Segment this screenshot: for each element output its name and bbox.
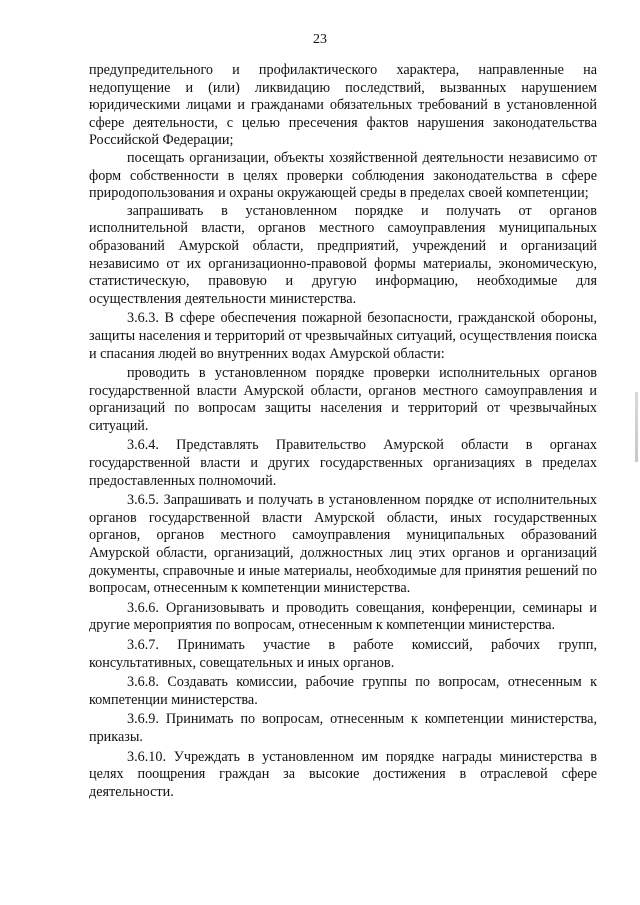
scan-edge-mark [635, 392, 638, 462]
paragraph-3-6-10: 3.6.10. Учреждать в установленном им порядке награды министерства в целях поощрения граждан за высокие достижения в отраслевой сфере деятельности. [89, 748, 597, 800]
paragraph-3-6-9: 3.6.9. Принимать по вопросам, отнесенным к компетенции министерства, приказы. [89, 711, 597, 745]
document-body [89, 62, 597, 801]
paragraph-3-6-3: 3.6.3. В сфере обеспечения пожарной безопасности, гражданской обороны, защиты населения и территорий от чрезвычайных ситуаций, осуществления поиска и спасания людей во внутренних водах Амурской области: [89, 310, 597, 362]
page-number: 23 [313, 32, 327, 47]
paragraph-3-6-4: 3.6.4. Представлять Правительство Амурской области в органах государственной власти и других государственных организациях в пределах предоставленных полномочий. [89, 437, 597, 489]
paragraph-request-information: запрашивать в установленном порядке и получать от органов исполнительной власти, органов местного самоуправления муниципальных образований Амурской области, предприятий, учреждений и организаций независимо от их организационно-правовой формы материалы, экономическую, статистическую, правовую и другую информацию, необходимые для осуществления деятельности министерства. [89, 202, 597, 307]
paragraph-visit-organizations: посещать организации, объекты хозяйственной деятельности независимо от форм собственности в целях проверки соблюдения законодательства в сфере природопользования и охраны окружающей среды в пределах своей компетенции; [89, 149, 597, 202]
paragraph-3-6-5: 3.6.5. Запрашивать и получать в установленном порядке от исполнительных органов государственной власти Амурской области, иных государственных органов, органов местного самоуправления муниципальных образований Амурской области, организаций, должностных лиц этих органов и организаций документы, справочные и иные материалы, необходимые для принятия решений по вопросам, отнесенным к компетенции министерства. [89, 492, 597, 597]
paragraph-3-6-6: 3.6.6. Организовывать и проводить совещания, конференции, семинары и другие мероприятия по вопросам, отнесенным к компетенции министерства. [89, 599, 597, 634]
paragraph-continuation: предупредительного и профилактического характера, направленные на недопущение и (или) ликвидацию последствий, вызванных нарушением юридическими лицами и гражданами обязательных требований в установленной сфере деятельности, с целью пресечения фактов нарушения законодательства Российской Федерации; [89, 62, 597, 149]
paragraph-3-6-7: 3.6.7. Принимать участие в работе комиссий, рабочих групп, консультативных, совещательных и иных органов. [89, 637, 597, 671]
paragraph-3-6-8: 3.6.8. Создавать комиссии, рабочие группы по вопросам, отнесенным к компетенции министерства. [89, 674, 597, 708]
paragraph-conduct-inspections: проводить в установленном порядке проверки исполнительных органов государственной власти Амурской области, органов местного самоуправления и организаций по вопросам защиты населения и территорий от чрезвычайных ситуаций. [89, 365, 597, 434]
